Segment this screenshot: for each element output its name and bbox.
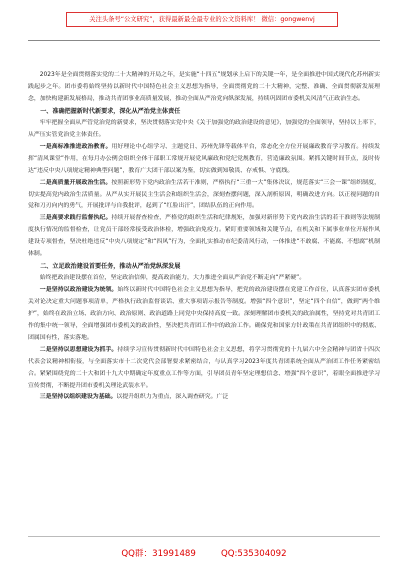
body-paragraph bbox=[28, 285, 380, 345]
paragraph-text: 用好理论中心组学习、主题党日、苏州先锋等载体平台，常态化全方位开展廉政教育学习教育。持续发挥“清风课堂”作用，在每月办公例会组织全体干部职工常规开展党风廉政和党纪党规教育，营造廉政氛围。紧抓关键时间节点，及时传达“违反中央八项规定精神典型问题”，教育广大团干部以案为鉴，切实做到知敬畏、存戒惧、守底线。 bbox=[28, 143, 381, 174]
paragraph-text: 持续学习宣传贯彻新时代中国特色社会主义思想，将学习贯彻党的十九届六中全会精神与团省十四次代表会议精神相衔接，与全面落实市十二次党代会部署要求紧密结合，与认真学习2023年度共青团系统全面从严治团工作任务紧密结合。紧紧围绕党的二十大和团十九大中期确定年度重点工作等方面，引导团员青年坚定理想信念、增强“四个意识”，着眼全面推进学习宣传贯彻，不断提升团市委机关理论武装水平。 bbox=[28, 346, 381, 389]
paragraph-text: 牢牢把握全面从严管党治党的新要求，坚决贯彻落实党中央《关于加强党的政治建设的意见》，加强党的全面领导，坚持以上率下，从严压实管党治党主体责任。 bbox=[28, 120, 380, 139]
paragraph-lead: 二是高质量开展政治生活。 bbox=[39, 179, 112, 186]
document-body bbox=[28, 70, 380, 404]
body-paragraph bbox=[28, 273, 380, 285]
body-paragraph bbox=[28, 392, 380, 404]
body-paragraph bbox=[28, 118, 380, 142]
paragraph-text: 持续开展督查检查，严格党的组织生活和纪律规矩，加强对新形势下党内政治生活的若干准则等法规制度执行情况的监督检查，让党员干部经常接受政治体检，增强政治免疫力。紧盯重要领域和关键节点，在机关和下属事业单位开展作风建设专项督查，坚决杜绝违反“中央八项规定”和“四风”行为，全面扎实推动市纪委清风行动，一体推进“不敢腐、不能腐、不想腐”机制体制。 bbox=[28, 215, 381, 258]
promo-banner-text: 关注头条号“公文研究”，获得最新最全最专业的公文资料库！ 微信：gongwenvj bbox=[89, 16, 315, 23]
body-paragraph bbox=[28, 70, 380, 106]
qq-text: QQ:535304092 bbox=[220, 549, 287, 559]
paragraph-lead: 一是高标准推进政治教育。 bbox=[39, 143, 112, 150]
paragraph-text: 始终以新时代中国特色社会主义思想为指导，把党的政治建设摆在党建工作首位，认真落实团市委机关对论决定重大问题事项清单，严格执行政治监督谈话、重大事项请示报告等制度。增强“四个意识”，坚定“四个自信”，做到“两个维护”，始终在政治立场、政治方向、政治原则、政治道路上同党中央保持高度一致。深刻理解团市委机关的政治属性，坚持党对共青团工作的集中统一领导，全面增强团市委机关的政治性，坚决把共青团工作中的政治工作。确保党和国家方针政策在共青团组织中的彻底、团属国有性，落实落地。 bbox=[28, 287, 381, 341]
body-paragraph bbox=[28, 345, 380, 393]
paragraph-text: 始终把政治建设摆在首位，坚定政治信仰，提高政治能力，大力推进全面从严治党不断走向“严紧硬”。 bbox=[39, 275, 306, 282]
paragraph-lead: 三是坚持以组织建设为基础。 bbox=[39, 394, 117, 401]
contact-footer bbox=[0, 541, 408, 559]
qq-group-text: QQ群：31991489 bbox=[121, 549, 196, 559]
paragraph-text: 按照新形势下党内政治生活若干准则，严格执行“三重一大”集体决议，规范落实“三会一课”组织制度，切实提高党内政治生活质量。从严从实开展民主生活会和组织生活会，深刻查摆问题，深入剖析原因，明确改进方向。以正视问题的自觉和刀刃向内的勇气，开展批评与自我批评，起到了“红脸出汗”，团结队伍的正向作用。 bbox=[28, 179, 380, 210]
body-paragraph bbox=[28, 178, 380, 214]
paragraph-lead: 一是坚持以政治建设为统领。 bbox=[39, 287, 118, 294]
paragraph-text: 2023年是全面贯彻落实党的二十大精神的开局之年，是实施“十四五”规划承上启下的关键一年，是全面推进中国式现代化苏州新实践起步之年。团市委将始终坚持以新时代中国特色社会主义思想为指导，全面贯彻党的二十大精神，完整、准确、全面贯彻新发展理念，加快构建新发展格局，推动共青团事业高质量发展，推动全面从严治党向纵深发展，持续巩固团市委机关风清气正政治生态。 bbox=[28, 72, 380, 102]
footer-divider bbox=[28, 536, 380, 537]
section-heading: 二、立足政治建设首要任务，推动从严治党纵深发展 bbox=[40, 263, 181, 270]
body-paragraph bbox=[28, 213, 380, 261]
paragraph-text: 以提升组织力为重点，深入调查研究。广泛 bbox=[116, 394, 229, 401]
header-divider bbox=[28, 40, 380, 41]
section-heading: 一、准确把握新时代新要求，深化从严治党主体责任 bbox=[40, 107, 181, 115]
paragraph-lead: 三是高要求践行监督执纪。 bbox=[39, 215, 112, 222]
body-paragraph bbox=[28, 142, 380, 178]
paragraph-lead: 二是坚持以思想建设为抓手。 bbox=[39, 346, 118, 353]
promo-banner bbox=[66, 12, 338, 27]
